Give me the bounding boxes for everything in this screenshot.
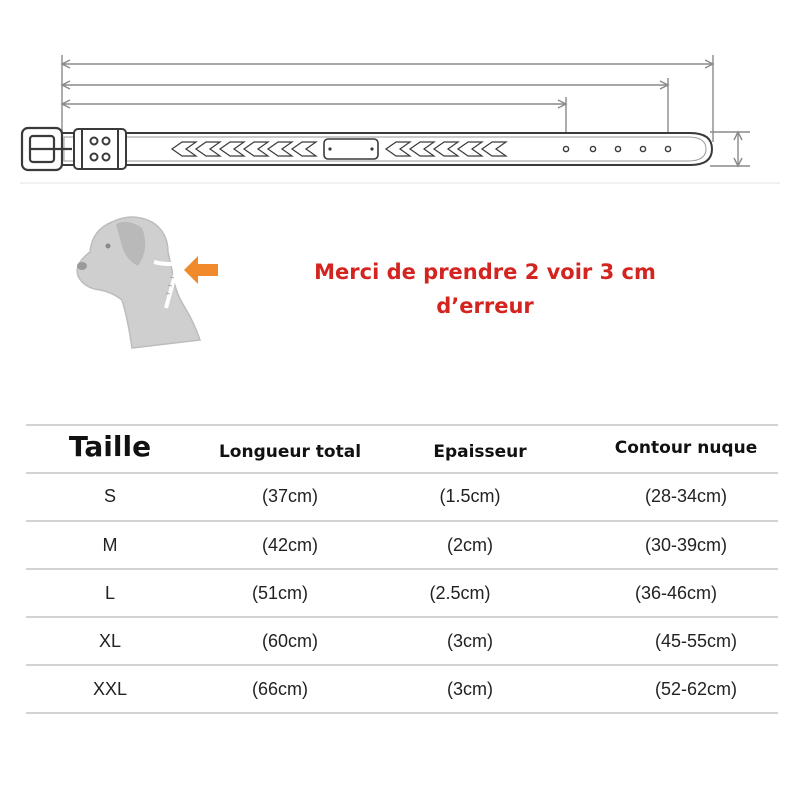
header-epaisseur: Epaisseur [433,442,527,462]
dog-neck-measure-illustration [70,200,230,360]
tolerance-note [280,255,690,323]
dog-icon [77,217,200,348]
neck-range-value: (28-34cm) [644,486,728,506]
thickness-value: (2.5cm) [429,583,491,603]
neck-range-value: (52-62cm) [654,679,738,699]
size-label: XXL [92,679,128,699]
thickness-value: (3cm) [447,631,493,651]
header-taille: Taille [68,430,152,463]
size-table [26,424,778,714]
neck-range-value: (30-39cm) [644,535,728,555]
table-rule [26,616,778,618]
size-label: L [104,583,116,603]
table-rule [26,712,778,714]
total-length-value: (37cm) [261,486,319,506]
header-contour-nuque: Contour nuque [614,438,758,458]
tolerance-note-line-1: Merci de prendre 2 voir 3 cm [314,260,656,284]
keeper-loop [74,129,126,169]
size-label: S [103,486,117,506]
size-label: M [102,535,118,555]
total-length-value: (66cm) [251,679,309,699]
header-longueur-total: Longueur total [218,442,362,462]
name-plate [324,139,378,159]
thickness-value: (2cm) [447,535,493,555]
thickness-value: (1.5cm) [439,486,501,506]
total-length-value: (42cm) [261,535,319,555]
total-length-value: (60cm) [261,631,319,651]
size-label: XL [98,631,122,651]
neck-range-value: (45-55cm) [654,631,738,651]
table-rule [26,424,778,426]
table-rule [26,472,778,474]
table-rule [26,568,778,570]
table-rule [26,664,778,666]
thickness-value: (3cm) [447,679,493,699]
arrow-icon [184,256,218,284]
total-length-value: (51cm) [251,583,309,603]
collar-diagram [0,0,800,200]
tolerance-note-line-2: d’erreur [436,294,534,318]
neck-range-value: (36-46cm) [634,583,718,603]
table-rule [26,520,778,522]
